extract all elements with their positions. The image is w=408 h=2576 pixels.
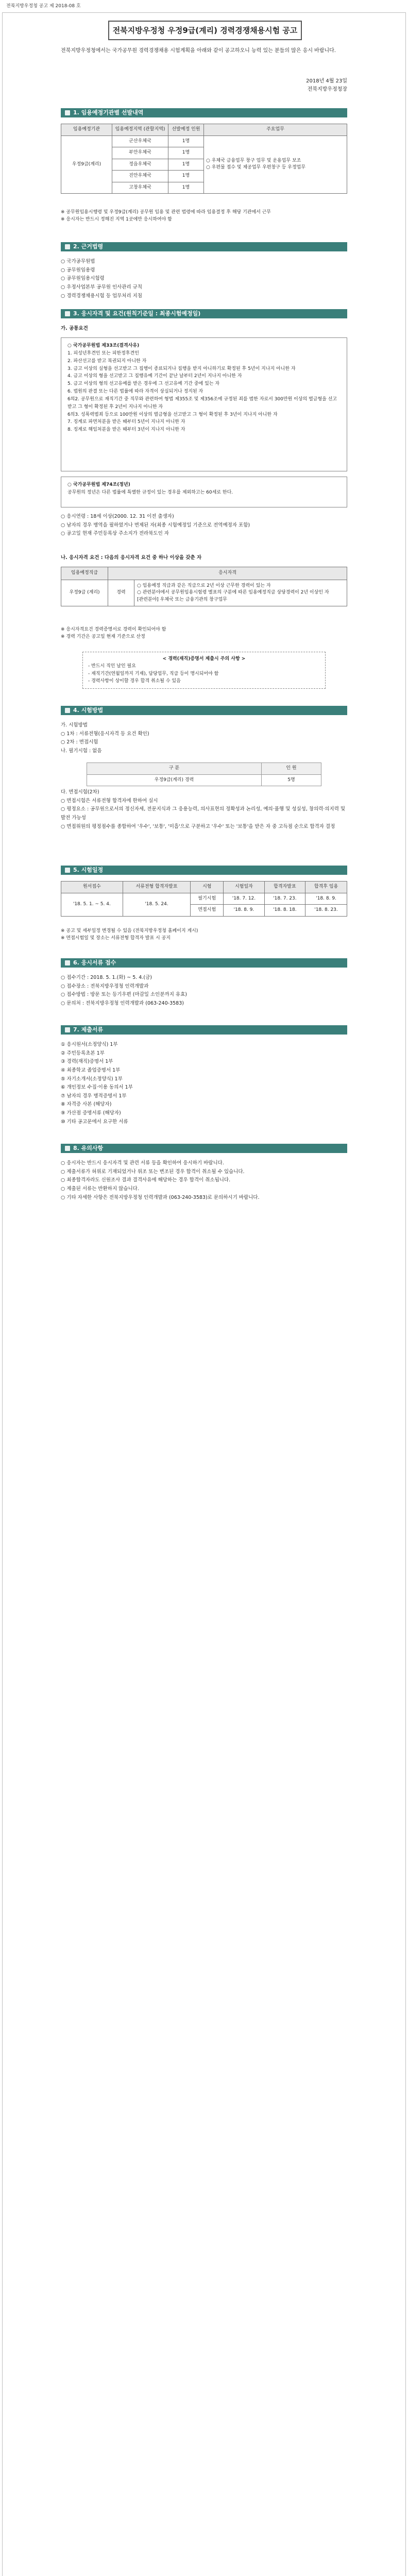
- table-header-row: [61, 567, 347, 580]
- table-cell: '18. 5. 1. ~ 5. 4.: [61, 893, 123, 916]
- s3-subheading: 가. 공통요건: [61, 326, 88, 331]
- list-item: ○ 기타 자세한 사항은 전북지방우정청 인력개발과 (063-240-3583)로 문의하시기 바랍니다.: [61, 1194, 260, 1200]
- table-header: 서류전형 합격자발표: [123, 882, 191, 893]
- table-header: 응시자격: [108, 567, 347, 580]
- table-cell: 1명: [168, 147, 204, 159]
- section-title: 8. 유의사항: [73, 1144, 104, 1151]
- table-cell: 우정9급 (계리): [61, 580, 108, 606]
- box-line: 6. 법원의 판결 또는 다른 법률에 따라 자격이 상실되거나 정지된 자: [67, 389, 203, 395]
- recruitment-table: [61, 124, 347, 194]
- list-item: ⑨ 가산점 증명서류 (해당자): [61, 1110, 121, 1116]
- table-header: 원서접수: [61, 882, 123, 893]
- list-item: ○ 제출된 서류는 반환하지 않습니다.: [61, 1185, 139, 1192]
- table-header: 합격자발표: [264, 882, 305, 893]
- table-cell: 진안우체국: [112, 171, 168, 182]
- list-item: ○ 공고일 현재 주민등록상 주소지가 전라북도인 자: [61, 531, 169, 537]
- table-row: [61, 893, 347, 905]
- list-item: 다. 면접시험(2차): [61, 789, 99, 795]
- table-cell: 부안우체국: [112, 147, 168, 159]
- note-line: ※ 응시자는 반드시 정해진 지역 1곳에만 응시하여야 함: [61, 217, 172, 223]
- schedule-table: [61, 881, 347, 917]
- table-cell: 1명: [168, 182, 204, 194]
- box-line: 7. 징계로 파면처분을 받은 때부터 5년이 지나지 아니한 자: [67, 419, 185, 425]
- box-line: 3. 금고 이상의 실형을 선고받고 그 집행이 종료되거나 집행을 받지 아니하기로 확정된 후 5년이 지나지 아니한 자: [67, 366, 296, 371]
- caution-line: - 경력사항이 상이할 경우 합격 취소될 수 있음: [88, 679, 181, 684]
- list-item: ○ 남자의 경우 병역을 필하였거나 면제된 자(최종 시험예정일 기준으로 전역예정자 포함): [61, 522, 250, 528]
- box-line: 5. 금고 이상의 형의 선고유예를 받은 경우에 그 선고유예 기간 중에 있는 자: [67, 381, 220, 387]
- table-cell: '18. 5. 24.: [123, 893, 191, 916]
- section-title: 4. 시험방법: [73, 706, 104, 714]
- table-cell: '18. 7. 12.: [224, 893, 264, 905]
- table-cell: 경력: [108, 580, 134, 606]
- list-item: ○ 접수방법 : 방문 또는 등기우편 (마감일 소인분까지 유효): [61, 992, 187, 998]
- list-item: ⑧ 자격증 사본 (해당자): [61, 1101, 112, 1108]
- list-item: ○ 문의처 : 전북지방우정청 인력개발과 (063-240-3583): [61, 1000, 184, 1006]
- table-header: 임용예정지역 (관할지역): [112, 124, 168, 136]
- list-item: ○ 면접시험은 서류전형 합격자에 한하여 실시: [61, 798, 158, 804]
- section-3-header: [61, 309, 347, 318]
- section-title: 1. 임용예정기관별 선발내역: [73, 109, 144, 116]
- list-item: ○ 접수기간 : 2018. 5. 1.(화) ~ 5. 4.(금): [61, 975, 152, 980]
- list-item: ○ 1차 : 서류전형(응시자격 등 요건 확인): [61, 731, 149, 737]
- section-title: 2. 근거법령: [73, 243, 104, 250]
- section-1-header: [61, 108, 347, 117]
- section-title: 3. 응시자격 및 요건(원칙기준일 : 최종시험예정일): [73, 310, 201, 317]
- announce-date: 2018년 4월 23일: [306, 78, 347, 84]
- note-line: ※ 공고 및 세부일정 변경될 수 있음 (전북지방우정청 홈페이지 게시): [61, 928, 198, 934]
- table-cell: 5명: [261, 774, 321, 786]
- table-cell-agency: 우정9급(계리): [61, 135, 112, 194]
- box-line: 8. 징계로 해임처분을 받은 때부터 3년이 지나지 아니한 자: [67, 427, 185, 433]
- intro-text: 전북지방우정청에서는 국가공무원 경력경쟁채용 시험계획을 아래와 같이 공고하오니 능력 있는 분들의 많은 응시 바랍니다.: [61, 48, 336, 54]
- table-cell: 우정9급(계리) 경력: [87, 774, 262, 786]
- submission-text: [61, 974, 347, 1008]
- issuer: 전북지방우정청장: [307, 87, 347, 92]
- section-icon: [65, 110, 70, 115]
- table-cell: 1명: [168, 171, 204, 182]
- section-icon: [65, 311, 70, 316]
- table-header: 인 원: [261, 763, 321, 775]
- disqualification-box: [61, 337, 347, 471]
- list-item: ○ 우정사업본부 공무원 인사관리 규칙: [61, 284, 143, 290]
- box-title: ○ 국가공무원법 제74조(정년): [67, 482, 130, 487]
- box-line: 4. 금고 이상의 형을 선고받고 그 집행유예 기간이 끝난 날부터 2년이 지나지 아니한 자: [67, 374, 242, 379]
- section-8-header: [61, 1144, 347, 1153]
- selection-table: [87, 762, 321, 786]
- s3-subheading-2: 나. 응시자격 요건 : 다음의 응시자격 요건 중 하나 이상을 갖춘 자: [61, 555, 202, 561]
- section-title: 5. 시험일정: [73, 866, 104, 873]
- list-item: ○ 평정요소 : 공무원으로서의 정신자세, 전문지식과 그 응용능력, 의사표현의 정확성과 논리성, 예의·품행 및 성실성, 창의력·의지력 및 발전 가능성: [61, 806, 346, 821]
- list-item: ○ 접수장소 : 전북지방우정청 인력개발과: [61, 983, 149, 989]
- list-item: 나. 필기시험 : 없음: [61, 748, 102, 754]
- section-icon: [65, 1146, 70, 1151]
- notices-list: [61, 1159, 347, 1202]
- list-item: ○ 최종합격자라도 신원조사 결과 결격사유에 해당하는 경우 합격이 취소됩니다.: [61, 1177, 231, 1183]
- table-header: 시험: [191, 882, 224, 893]
- notes-5: [61, 927, 347, 942]
- list-item: ③ 경력(재직)증명서 1부: [61, 1059, 113, 1065]
- table-cell: '18. 8. 9.: [305, 893, 347, 905]
- qualification-table: [61, 567, 347, 606]
- table-cell-duty: ○ 우체국 금융업무 창구 업무 및 운용업무 보조 ○ 우편물 접수 및 제공업무 우편창구 등 우정업무: [204, 135, 347, 194]
- table-header: 임용예정기관: [61, 124, 112, 136]
- notes-2: [61, 626, 347, 641]
- section-icon: [65, 868, 70, 873]
- box-line: 1. 피성년후견인 또는 피한정후견인: [67, 350, 139, 356]
- page-title: 전북지방우정청 우정9급(계리) 경력경쟁채용시험 공고: [108, 21, 302, 40]
- table-header-row: [87, 763, 321, 775]
- list-item: ○ 2차 : 면접시험: [61, 739, 98, 745]
- table-cell: '18. 7. 23.: [264, 893, 305, 905]
- section-icon: [65, 244, 70, 249]
- note-line: ※ 공무원임용시행령 및 우정9급(계리) 공무원 임용 및 관련 법령에 따라 임용결정 후 해당 기관에서 근무: [61, 210, 271, 215]
- table-cell: 군산우체국: [112, 135, 168, 147]
- s3-bullets: [61, 513, 347, 538]
- doc-number: 전북지방우정청 공고 제 2018-08 호: [6, 4, 81, 9]
- list-item: ⑤ 자기소개서(소정양식) 1부: [61, 1076, 123, 1082]
- list-item: ○ 면접위원의 평정점수를 종합하여 '우수', '보통', '미흡'으로 구분하고 '우수' 또는 '보통'을 받은 자 중 고득점 순으로 합격자 결정: [61, 823, 335, 829]
- list-item: ○ 국가공무원법: [61, 259, 95, 264]
- table-header: 합격후 임용: [305, 882, 347, 893]
- note-line: ※ 응시자격요건 경력증명서로 경력이 확인되어야 함: [61, 627, 166, 632]
- interview-text: [61, 788, 347, 831]
- section-5-header: [61, 866, 347, 875]
- caution-title: < 경력(재직)증명서 제출시 주의 사항 >: [162, 656, 246, 662]
- note-line: ※ 면접시험일 및 장소는 서류전형 합격자 발표 시 공지: [61, 936, 171, 941]
- table-cell: '18. 8. 23.: [305, 905, 347, 917]
- retirement-box: [61, 477, 347, 507]
- section-7-header: [61, 1025, 347, 1035]
- table-cell: 필기시험: [191, 893, 224, 905]
- list-item: ○ 응시연령 : 18세 이상(2000. 12. 31 이전 출생자): [61, 514, 174, 519]
- exam-method-text: [61, 721, 347, 756]
- table-header-row: [61, 882, 347, 893]
- table-row: [61, 135, 347, 147]
- box-title: ○ 국가공무원법 제33조(결격사유): [67, 343, 140, 348]
- table-header-row: [61, 124, 347, 136]
- list-item: ⑥ 개인정보 수집·이용 동의서 1부: [61, 1084, 133, 1091]
- note-line: ※ 경력 기간은 공고일 현재 기준으로 산정: [61, 634, 145, 640]
- table-cell: ○ 임용예정 직급과 같은 직급으로 2년 이상 근무한 경력이 있는 자 ○ 관련분야에서 공무원임용시험령 별표의 구분에 따른 임용예정직급 상당경력이 2년 이상인 자 [관련분야] 우체국 또는 금융기관의 창구업무: [134, 580, 347, 606]
- table-cell: '18. 8. 18.: [264, 905, 305, 917]
- caution-box: [82, 652, 326, 689]
- list-item: ○ 응시자는 반드시 응시자격 및 관련 서류 등을 확인하여 응시하기 바랍니다.: [61, 1160, 224, 1166]
- date-block: [306, 77, 347, 94]
- table-cell: 면접시험: [191, 905, 224, 917]
- documents-list: [61, 1041, 347, 1126]
- section-6-header: [61, 958, 347, 968]
- list-item: ○ 공무원임용시험령: [61, 276, 105, 282]
- box-line: 2. 파산선고를 받고 복권되지 아니한 자: [67, 358, 147, 364]
- section-icon: [65, 1027, 70, 1032]
- list-item: ⑦ 남자의 경우 병적증명서 1부: [61, 1093, 127, 1099]
- table-cell: 1명: [168, 135, 204, 147]
- table-row: [87, 774, 321, 786]
- list-item: ④ 최종학교 졸업증명서 1부: [61, 1067, 121, 1073]
- table-row: [61, 580, 347, 606]
- list-item: ○ 경력경쟁채용시험 등 업무처리 지침: [61, 293, 143, 299]
- box-line: 6의3. 성폭력범죄 등으로 100만원 이상의 벌금형을 선고받고 그 형이 확정된 후 3년이 지나지 아니한 자: [67, 412, 278, 417]
- section-icon: [65, 708, 70, 713]
- caution-line: - 재직기간(연월일까지 기재), 담당업무, 직급 등이 명시되어야 함: [88, 671, 219, 676]
- list-item: 가. 시험방법: [61, 722, 88, 728]
- list-item: ○ 공무원임용령: [61, 267, 95, 273]
- section-title: 6. 응시서류 접수: [73, 959, 116, 966]
- list-item: ⑩ 기타 공고문에서 요구한 서류: [61, 1118, 128, 1125]
- list-item: ○ 제출서류가 허위로 기재되었거나 위조 또는 변조된 경우 합격이 취소될 수 있습니다.: [61, 1168, 245, 1175]
- section-icon: [65, 960, 70, 965]
- box-line: 공무원의 정년은 다른 법률에 특별한 규정이 있는 경우를 제외하고는 60세로 한다.: [67, 489, 233, 495]
- table-header: 구 분: [87, 763, 262, 775]
- notes-1: [61, 209, 347, 224]
- caution-line: - 반드시 직인 날인 필요: [88, 664, 136, 669]
- section-2-header: [61, 242, 347, 251]
- table-cell: 정읍우체국: [112, 159, 168, 171]
- laws-list: [61, 258, 347, 300]
- list-item: ② 주민등록초본 1부: [61, 1050, 105, 1056]
- list-item: ① 응시원서(소정양식) 1부: [61, 1042, 118, 1047]
- table-cell: 1명: [168, 159, 204, 171]
- table-header: 선발예정 인원: [168, 124, 204, 136]
- table-cell: '18. 8. 9.: [224, 905, 264, 917]
- box-line: 6의2. 공무원으로 재직기간 중 직무와 관련하여 형법 제355조 및 제356조에 규정된 죄를 범한 자로서 300만원 이상의 벌금형을 선고받고 그 형이 확정된 후 2년이 지나지 아니한 자: [67, 396, 337, 410]
- table-header: 주요업무: [204, 124, 347, 136]
- table-header: 시험일자: [224, 882, 264, 893]
- section-title: 7. 제출서류: [73, 1026, 104, 1033]
- table-header: 임용예정직급: [61, 567, 108, 580]
- section-4-header: [61, 706, 347, 715]
- table-cell: 고창우체국: [112, 182, 168, 194]
